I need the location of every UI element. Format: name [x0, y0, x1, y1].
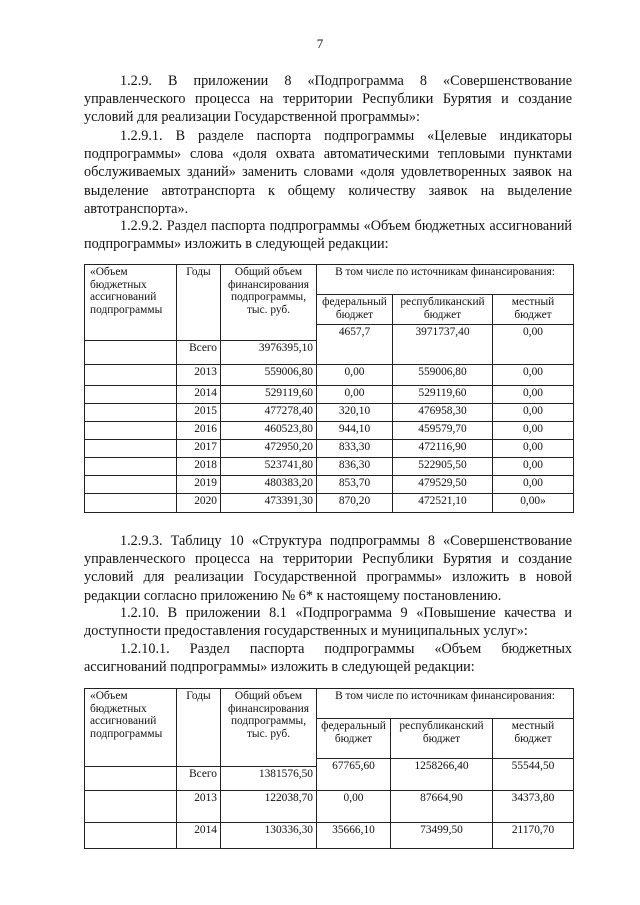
table-description-cell: «Объем бюджетных ассигнований подпрограммы [85, 265, 177, 341]
table-cell-rep: 472521,10 [393, 494, 493, 513]
table-cell-rep: 459579,70 [393, 422, 493, 440]
table-cell-loc: 0,00 [493, 422, 574, 440]
table-row-total-sum: 1381576,50 [221, 767, 317, 791]
table-row [85, 440, 574, 458]
table-cell-fed: 836,30 [317, 458, 393, 476]
table-cell-fed: 0,00 [317, 791, 391, 823]
table-cell-year: 2014 [177, 823, 221, 849]
table-header-row [85, 265, 574, 295]
table-cell-loc: 0,00 [493, 365, 574, 386]
table-cell-total: 130336,30 [221, 823, 317, 849]
table-row-total-year: Всего [177, 341, 221, 365]
table-row-total-republican: 1258266,40 [391, 759, 493, 791]
paragraph-1-2-10-1: 1.2.10.1. Раздел паспорта подпрограммы «Объем бюджетных ассигнований подпрограммы» изложить в следующей редакции: [84, 641, 572, 676]
table-cell-loc: 0,00 [493, 440, 574, 458]
paragraph-1-2-9-1: 1.2.9.1. В разделе паспорта подпрограммы «Целевые индикаторы подпрограммы» слова «доля охвата автоматическими тепловыми пунктами обслуживаемых зданий» заменить словами «доля удовлетворенных заявок на выделение автотранспорта к общему количеству заявок на выделение автотранспорта». [84, 128, 572, 217]
header-years: Годы [177, 265, 221, 341]
table-cell-loc: 0,00 [493, 386, 574, 404]
table-cell-total: 529119,60 [221, 386, 317, 404]
table-cell-fed: 944,10 [317, 422, 393, 440]
table-cell-loc: 0,00 [493, 404, 574, 422]
table-row-total-sum: 3976395,10 [221, 341, 317, 365]
table-cell-rep: 476958,30 [393, 404, 493, 422]
table-row-total-federal: 4657,7 [317, 325, 393, 365]
table-row [85, 422, 574, 440]
budget-table-subprogram-9 [84, 688, 574, 849]
table-row [85, 458, 574, 476]
table-row [85, 494, 574, 513]
table-row [85, 404, 574, 422]
header-sources: В том числе по источникам финансирования: [317, 689, 574, 719]
table-cell-total: 122038,70 [221, 791, 317, 823]
table-row [85, 386, 574, 404]
table-row [85, 365, 574, 386]
table-row-total-federal: 67765,60 [317, 759, 391, 791]
page-number: 7 [316, 36, 324, 51]
header-federal-budget: федеральный бюджет [317, 295, 393, 325]
table-cell-year: 2015 [177, 404, 221, 422]
table-cell-rep: 529119,60 [393, 386, 493, 404]
table-cell-year: 2018 [177, 458, 221, 476]
paragraph-1-2-9: 1.2.9. В приложении 8 «Подпрограмма 8 «Совершенствование управленческого процесса на территории Республики Бурятия и создание условий для реализации Государственной программы»: [84, 73, 572, 126]
table-cell-loc: 21170,70 [493, 823, 574, 849]
header-republican-budget: республиканский бюджет [393, 295, 493, 325]
table-cell-fed: 35666,10 [317, 823, 391, 849]
table-cell-fed: 320,10 [317, 404, 393, 422]
table-row-total-local: 55544,50 [493, 759, 574, 791]
table-description-cell: «Объем бюджетных ассигнований подпрограммы [85, 689, 177, 767]
table-cell-loc: 0,00 [493, 476, 574, 494]
table-cell-rep: 472116,90 [393, 440, 493, 458]
table-cell-year: 2013 [177, 791, 221, 823]
header-sources: В том числе по источникам финансирования: [317, 265, 574, 295]
table-cell-rep: 87664,90 [391, 791, 493, 823]
header-local-budget: местный бюджет [493, 719, 574, 759]
header-total-financing: Общий объем финансирования подпрограммы, тыс. руб. [221, 265, 317, 341]
table-cell-year: 2014 [177, 386, 221, 404]
table-row [85, 791, 574, 823]
table-cell-total: 523741,80 [221, 458, 317, 476]
table-row-total-year: Всего [177, 767, 221, 791]
paragraph-1-2-10: 1.2.10. В приложении 8.1 «Подпрограмма 9 «Повышение качества и доступности предоставления государственных и муниципальных услуг»: [84, 605, 572, 640]
table-cell-rep: 522905,50 [393, 458, 493, 476]
table-cell-loc: 34373,80 [493, 791, 574, 823]
header-total-financing: Общий объем финансирования подпрограммы, тыс. руб. [221, 689, 317, 767]
table-cell-fed: 0,00 [317, 365, 393, 386]
table-cell-total: 460523,80 [221, 422, 317, 440]
header-local-budget: местный бюджет [493, 295, 574, 325]
header-years: Годы [177, 689, 221, 767]
table-cell-fed: 0,00 [317, 386, 393, 404]
table-cell-total: 477278,40 [221, 404, 317, 422]
table-cell-rep: 559006,80 [393, 365, 493, 386]
table-cell-fed: 853,70 [317, 476, 393, 494]
table-cell-fed: 833,30 [317, 440, 393, 458]
table-cell-total: 472950,20 [221, 440, 317, 458]
budget-table-subprogram-8 [84, 264, 574, 513]
table-cell-loc: 0,00» [493, 494, 574, 513]
table-cell-fed: 870,20 [317, 494, 393, 513]
table-cell-loc: 0,00 [493, 458, 574, 476]
table-cell-year: 2020 [177, 494, 221, 513]
header-federal-budget: федеральный бюджет [317, 719, 391, 759]
table-header-row [85, 689, 574, 719]
table-row [85, 823, 574, 849]
table-cell-year: 2016 [177, 422, 221, 440]
paragraph-1-2-9-2: 1.2.9.2. Раздел паспорта подпрограммы «Объем бюджетных ассигнований подпрограммы» изложить в следующей редакции: [84, 218, 572, 253]
table-cell-total: 473391,30 [221, 494, 317, 513]
table-cell-rep: 73499,50 [391, 823, 493, 849]
table-cell-year: 2017 [177, 440, 221, 458]
table-cell-year: 2013 [177, 365, 221, 386]
table-cell-rep: 479529,50 [393, 476, 493, 494]
header-republican-budget: республиканский бюджет [391, 719, 493, 759]
table-row-total-republican: 3971737,40 [393, 325, 493, 365]
table-cell-total: 559006,80 [221, 365, 317, 386]
table-row [85, 476, 574, 494]
table-cell-total: 480383,20 [221, 476, 317, 494]
table-cell-year: 2019 [177, 476, 221, 494]
paragraph-1-2-9-3: 1.2.9.3. Таблицу 10 «Структура подпрограммы 8 «Совершенствование управленческого процесса на территории Республики Бурятия и создание условий для реализации Государственной программы» изложить в новой редакции согласно приложению № 6* к настоящему постановлению. [84, 533, 572, 604]
table-row-total-local: 0,00 [493, 325, 574, 365]
